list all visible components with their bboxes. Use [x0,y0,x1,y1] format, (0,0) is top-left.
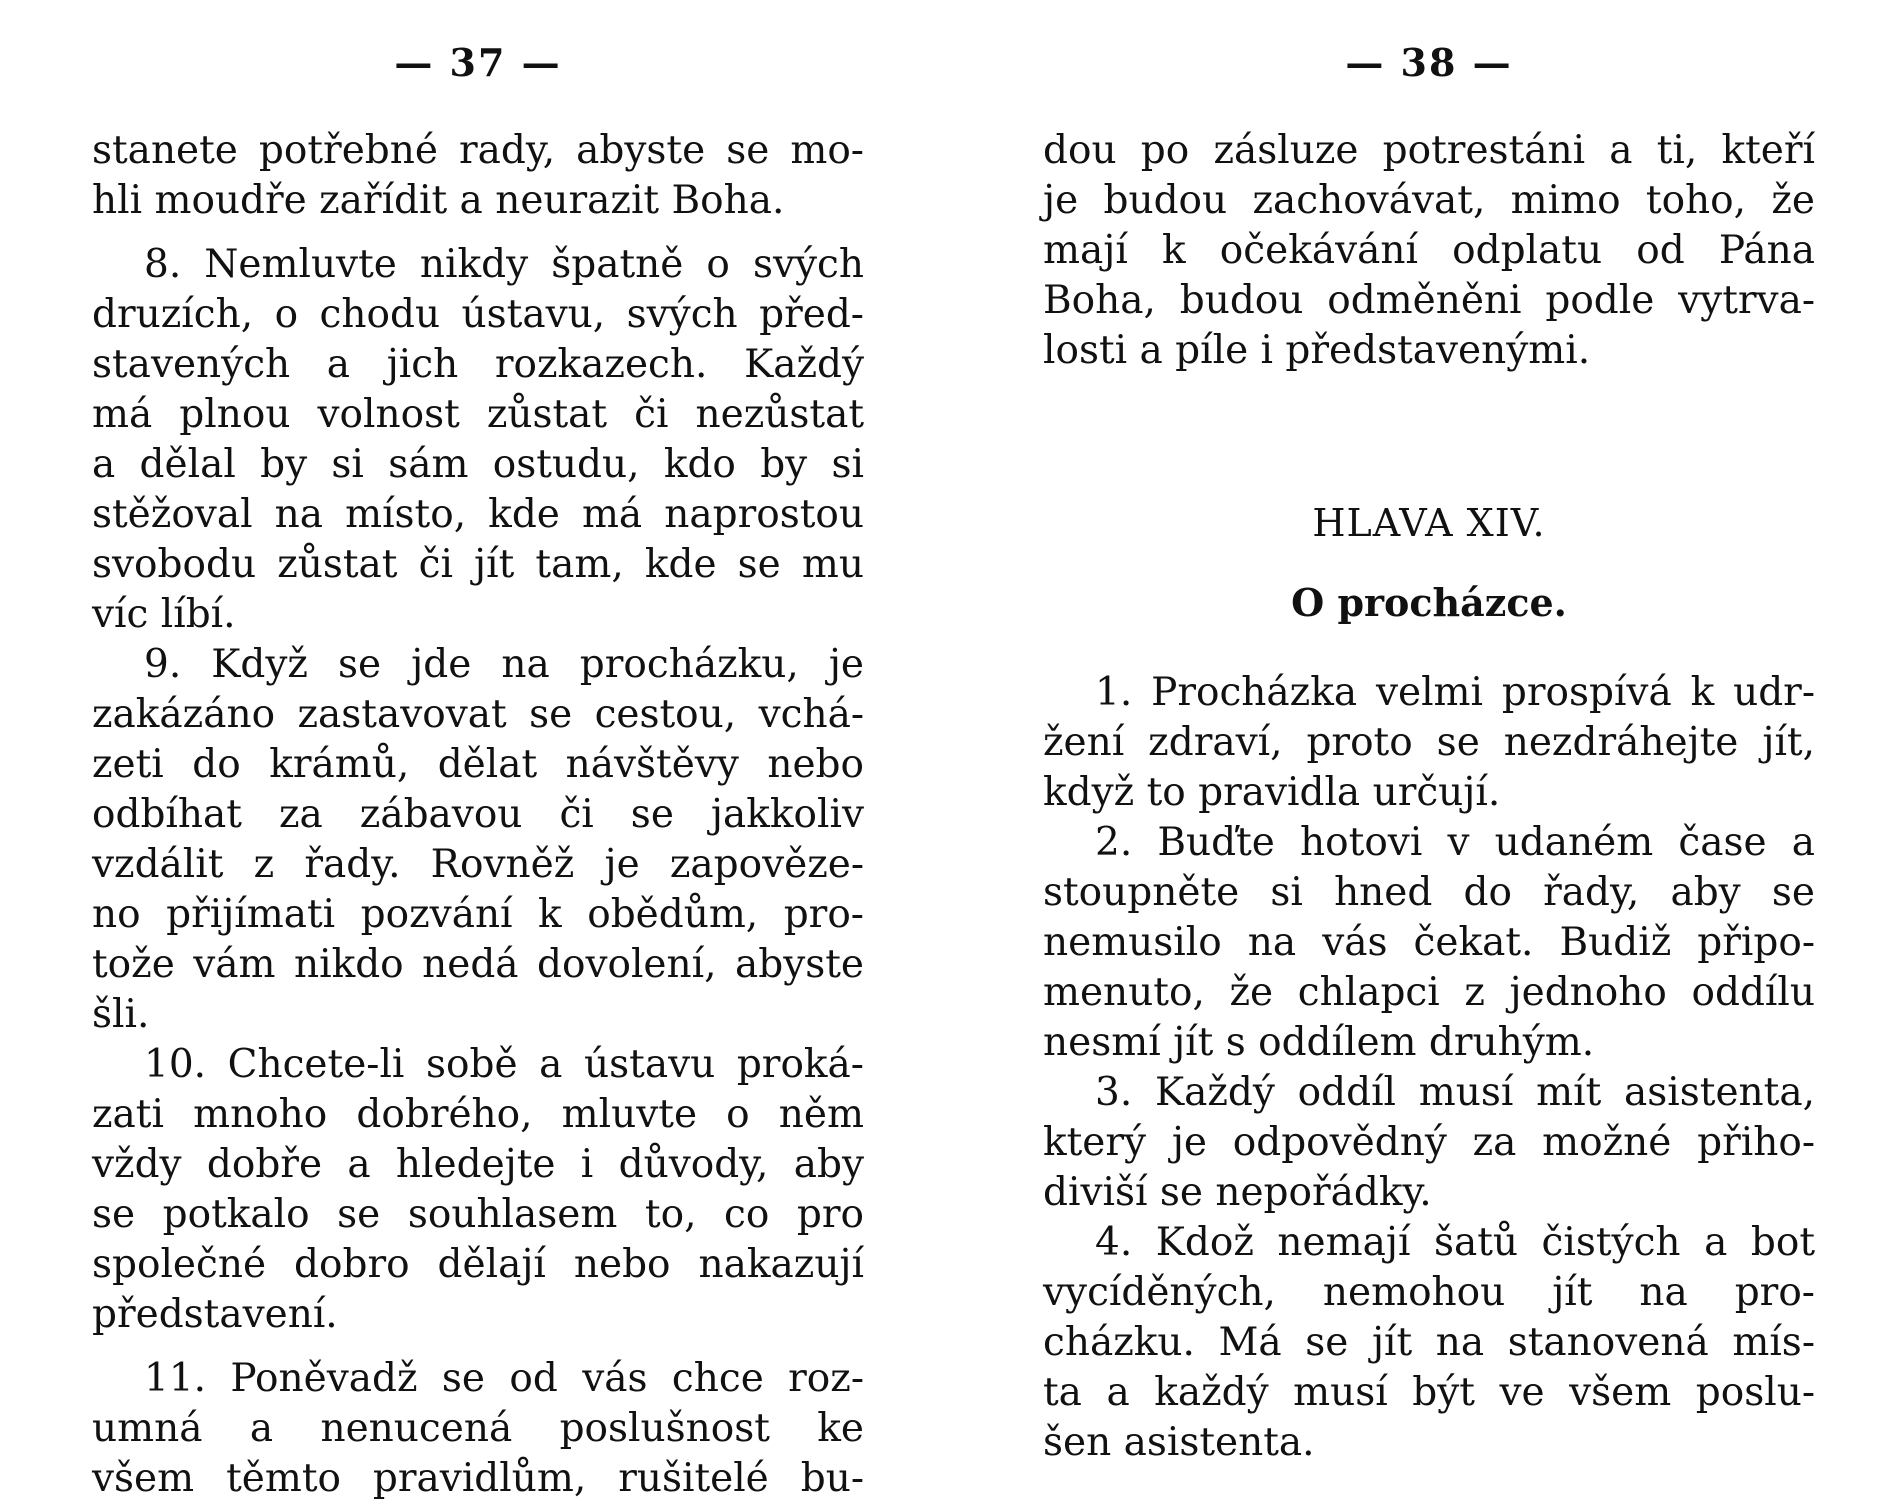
chapter-title: O procházce. [1291,580,1567,625]
text-line: nemusilo na vás čekat. Budiž připo- [1043,920,1815,965]
text-line: no přijímati pozvání k obědům, pro- [92,892,864,937]
chapter-heading: HLAVA XIV. [1312,501,1546,545]
text-line: stavených a jich rozkazech. Každý [92,342,864,387]
text-line: vycíděných, nemohou jít na pro- [1043,1270,1815,1315]
text-line: 8. Nemluvte nikdy špatně o svých [144,242,864,287]
text-line: 1. Procházka velmi prospívá k udr- [1095,670,1815,715]
text-line: 11. Poněvadž se od vás chce roz- [144,1356,864,1401]
text-line: mají k očekávání odplatu od Pána [1043,228,1815,273]
text-line: šen asistenta. [1043,1420,1315,1465]
text-line: hli moudře zařídit a neurazit Boha. [92,178,785,223]
page-number: — 37 — [394,40,562,85]
text-line: 3. Každý oddíl musí mít asistenta, [1095,1070,1815,1115]
text-line: se potkalo se souhlasem to, co pro [92,1192,864,1237]
text-line: umná a nenucená poslušnost ke [92,1406,864,1451]
text-line: vždy dobře a hledejte i důvody, aby [92,1142,864,1187]
text-line: a dělal by si sám ostudu, kdo by si [92,442,864,487]
text-line: nesmí jít s oddílem druhým. [1043,1020,1595,1065]
text-line: druzích, o chodu ústavu, svých před- [92,292,864,337]
text-line: stěžoval na místo, kde má naprostou [92,492,864,537]
text-line: má plnou volnost zůstat či nezůstat [92,392,864,437]
text-line: společné dobro dělají nebo nakazují [92,1242,864,1287]
text-line: 10. Chcete-li sobě a ústavu proká- [144,1042,864,1087]
page-number: — 38 — [1345,40,1513,85]
text-line: víc líbí. [92,592,236,637]
text-line: diviší se nepořádky. [1043,1170,1432,1215]
text-line: zakázáno zastavovat se cestou, vchá- [92,692,864,737]
text-line: menuto, že chlapci z jednoho oddílu [1043,970,1815,1015]
page-text [92,126,864,1504]
text-line: dou po zásluze potrestáni a ti, kteří [1043,128,1815,173]
text-line: Boha, budou odměněni podle vytrva- [1043,278,1815,323]
text-line: 4. Kdož nemají šatů čistých a bot [1095,1220,1815,1265]
text-line: odbíhat za zábavou či se jakkoliv [92,792,864,837]
text-line: představení. [92,1292,338,1337]
text-line: losti a píle i představenými. [1043,328,1591,373]
text-line: stanete potřebné rady, abyste se mo- [92,128,864,173]
text-line: svobodu zůstat či jít tam, kde se mu [92,542,864,587]
text-line: cházku. Má se jít na stanovená mís- [1043,1320,1815,1365]
text-line: který je odpovědný za možné přiho- [1043,1120,1815,1165]
text-line: zati mnoho dobrého, mluvte o něm [92,1092,864,1137]
page-text [1043,126,1815,1468]
text-line: stoupněte si hned do řady, aby se [1043,870,1815,915]
text-line: 2. Buďte hotovi v udaném čase a [1095,820,1815,865]
text-line: je budou zachovávat, mimo toho, že [1043,178,1815,223]
text-line: 9. Když se jde na procházku, je [144,642,864,687]
text-line: ta a každý musí být ve všem poslu- [1043,1370,1815,1415]
text-line: když to pravidla určují. [1043,770,1501,815]
text-line: zeti do krámů, dělat návštěvy nebo [92,742,864,787]
text-line: šli. [92,992,150,1037]
text-line: žení zdraví, proto se nezdráhejte jít, [1043,720,1815,765]
text-line: tože vám nikdo nedá dovolení, abyste [92,942,864,987]
text-line: vzdálit z řady. Rovněž je zapovězе- [92,842,864,887]
text-line: všem těmto pravidlům, rušitelé bu- [92,1456,864,1501]
